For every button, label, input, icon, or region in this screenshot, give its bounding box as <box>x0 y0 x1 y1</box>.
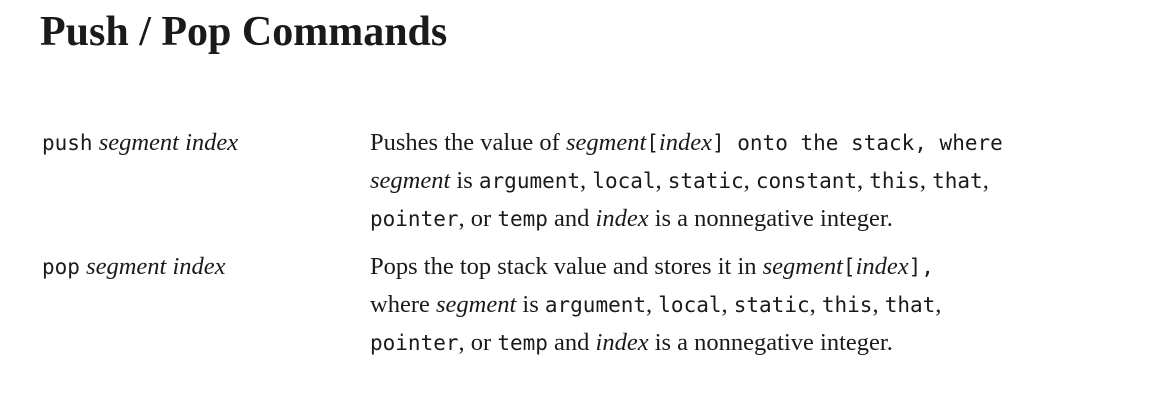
separator: , <box>655 167 668 194</box>
text: and <box>547 329 596 356</box>
pop-args: segment index <box>86 253 226 280</box>
bracket-open: [ <box>646 131 659 155</box>
separator: , <box>857 167 870 194</box>
page-title: Push / Pop Commands <box>40 9 448 55</box>
push-description-line-3 <box>370 200 1130 238</box>
segment-term: segment <box>762 253 843 280</box>
separator: , <box>809 291 822 318</box>
segment-static: static <box>733 293 810 317</box>
pop-description-line-1 <box>370 248 1130 286</box>
push-args: segment index <box>98 129 239 156</box>
segment-this: this <box>869 169 920 193</box>
separator: , <box>646 291 659 318</box>
bracket-open: [ <box>842 255 856 279</box>
segment-term: segment <box>370 167 451 194</box>
bracket-close-text: ] onto the stack, where <box>711 131 1003 155</box>
push-text: Pushes the value of <box>370 129 566 156</box>
text: Pops the top stack value and stores it in <box>370 253 763 280</box>
segment-local: local <box>592 169 656 193</box>
segment-argument: argument <box>544 293 647 317</box>
text: is <box>516 291 545 318</box>
bracket-close-text: ], <box>908 255 934 279</box>
text: is a nonnegative integer. <box>648 329 893 356</box>
push-command-syntax <box>42 124 238 162</box>
text: is a nonnegative integer. <box>648 205 893 232</box>
segment-static: static <box>667 169 744 193</box>
index-term: index <box>855 253 909 280</box>
push-description-line-2 <box>370 162 1130 200</box>
pop-keyword: pop <box>42 255 80 279</box>
pop-description-line-2 <box>370 286 1130 324</box>
segment-temp: temp <box>497 207 548 231</box>
segment-argument: argument <box>478 169 581 193</box>
index-term: index <box>595 205 649 232</box>
segment-pointer: pointer <box>370 207 459 231</box>
pop-description <box>370 248 1130 362</box>
push-keyword: push <box>42 131 93 155</box>
separator: , <box>982 167 989 194</box>
separator: , <box>872 291 885 318</box>
index-term: index <box>658 129 712 156</box>
segment-that: that <box>932 169 983 193</box>
text: is <box>450 167 479 194</box>
text: and <box>547 205 596 232</box>
separator: , <box>721 291 734 318</box>
push-description <box>370 124 1130 238</box>
separator: , <box>935 291 942 318</box>
text: where <box>370 291 436 318</box>
separator: , <box>580 167 593 194</box>
pop-description-line-3 <box>370 324 1130 362</box>
push-description-line-1 <box>370 124 1130 162</box>
segment-constant: constant <box>755 169 858 193</box>
segment-pointer: pointer <box>370 331 459 355</box>
separator: , <box>919 167 933 194</box>
segment-temp: temp <box>497 331 548 355</box>
index-term: index <box>595 329 649 356</box>
segment-this: this <box>821 293 873 317</box>
segment-term: segment <box>565 129 647 156</box>
segment-local: local <box>658 293 722 317</box>
text: , or <box>458 205 498 232</box>
pop-command-syntax <box>42 248 226 286</box>
separator: , <box>743 167 756 194</box>
segment-that: that <box>884 293 936 317</box>
text: , or <box>458 329 498 356</box>
segment-term: segment <box>435 291 517 318</box>
